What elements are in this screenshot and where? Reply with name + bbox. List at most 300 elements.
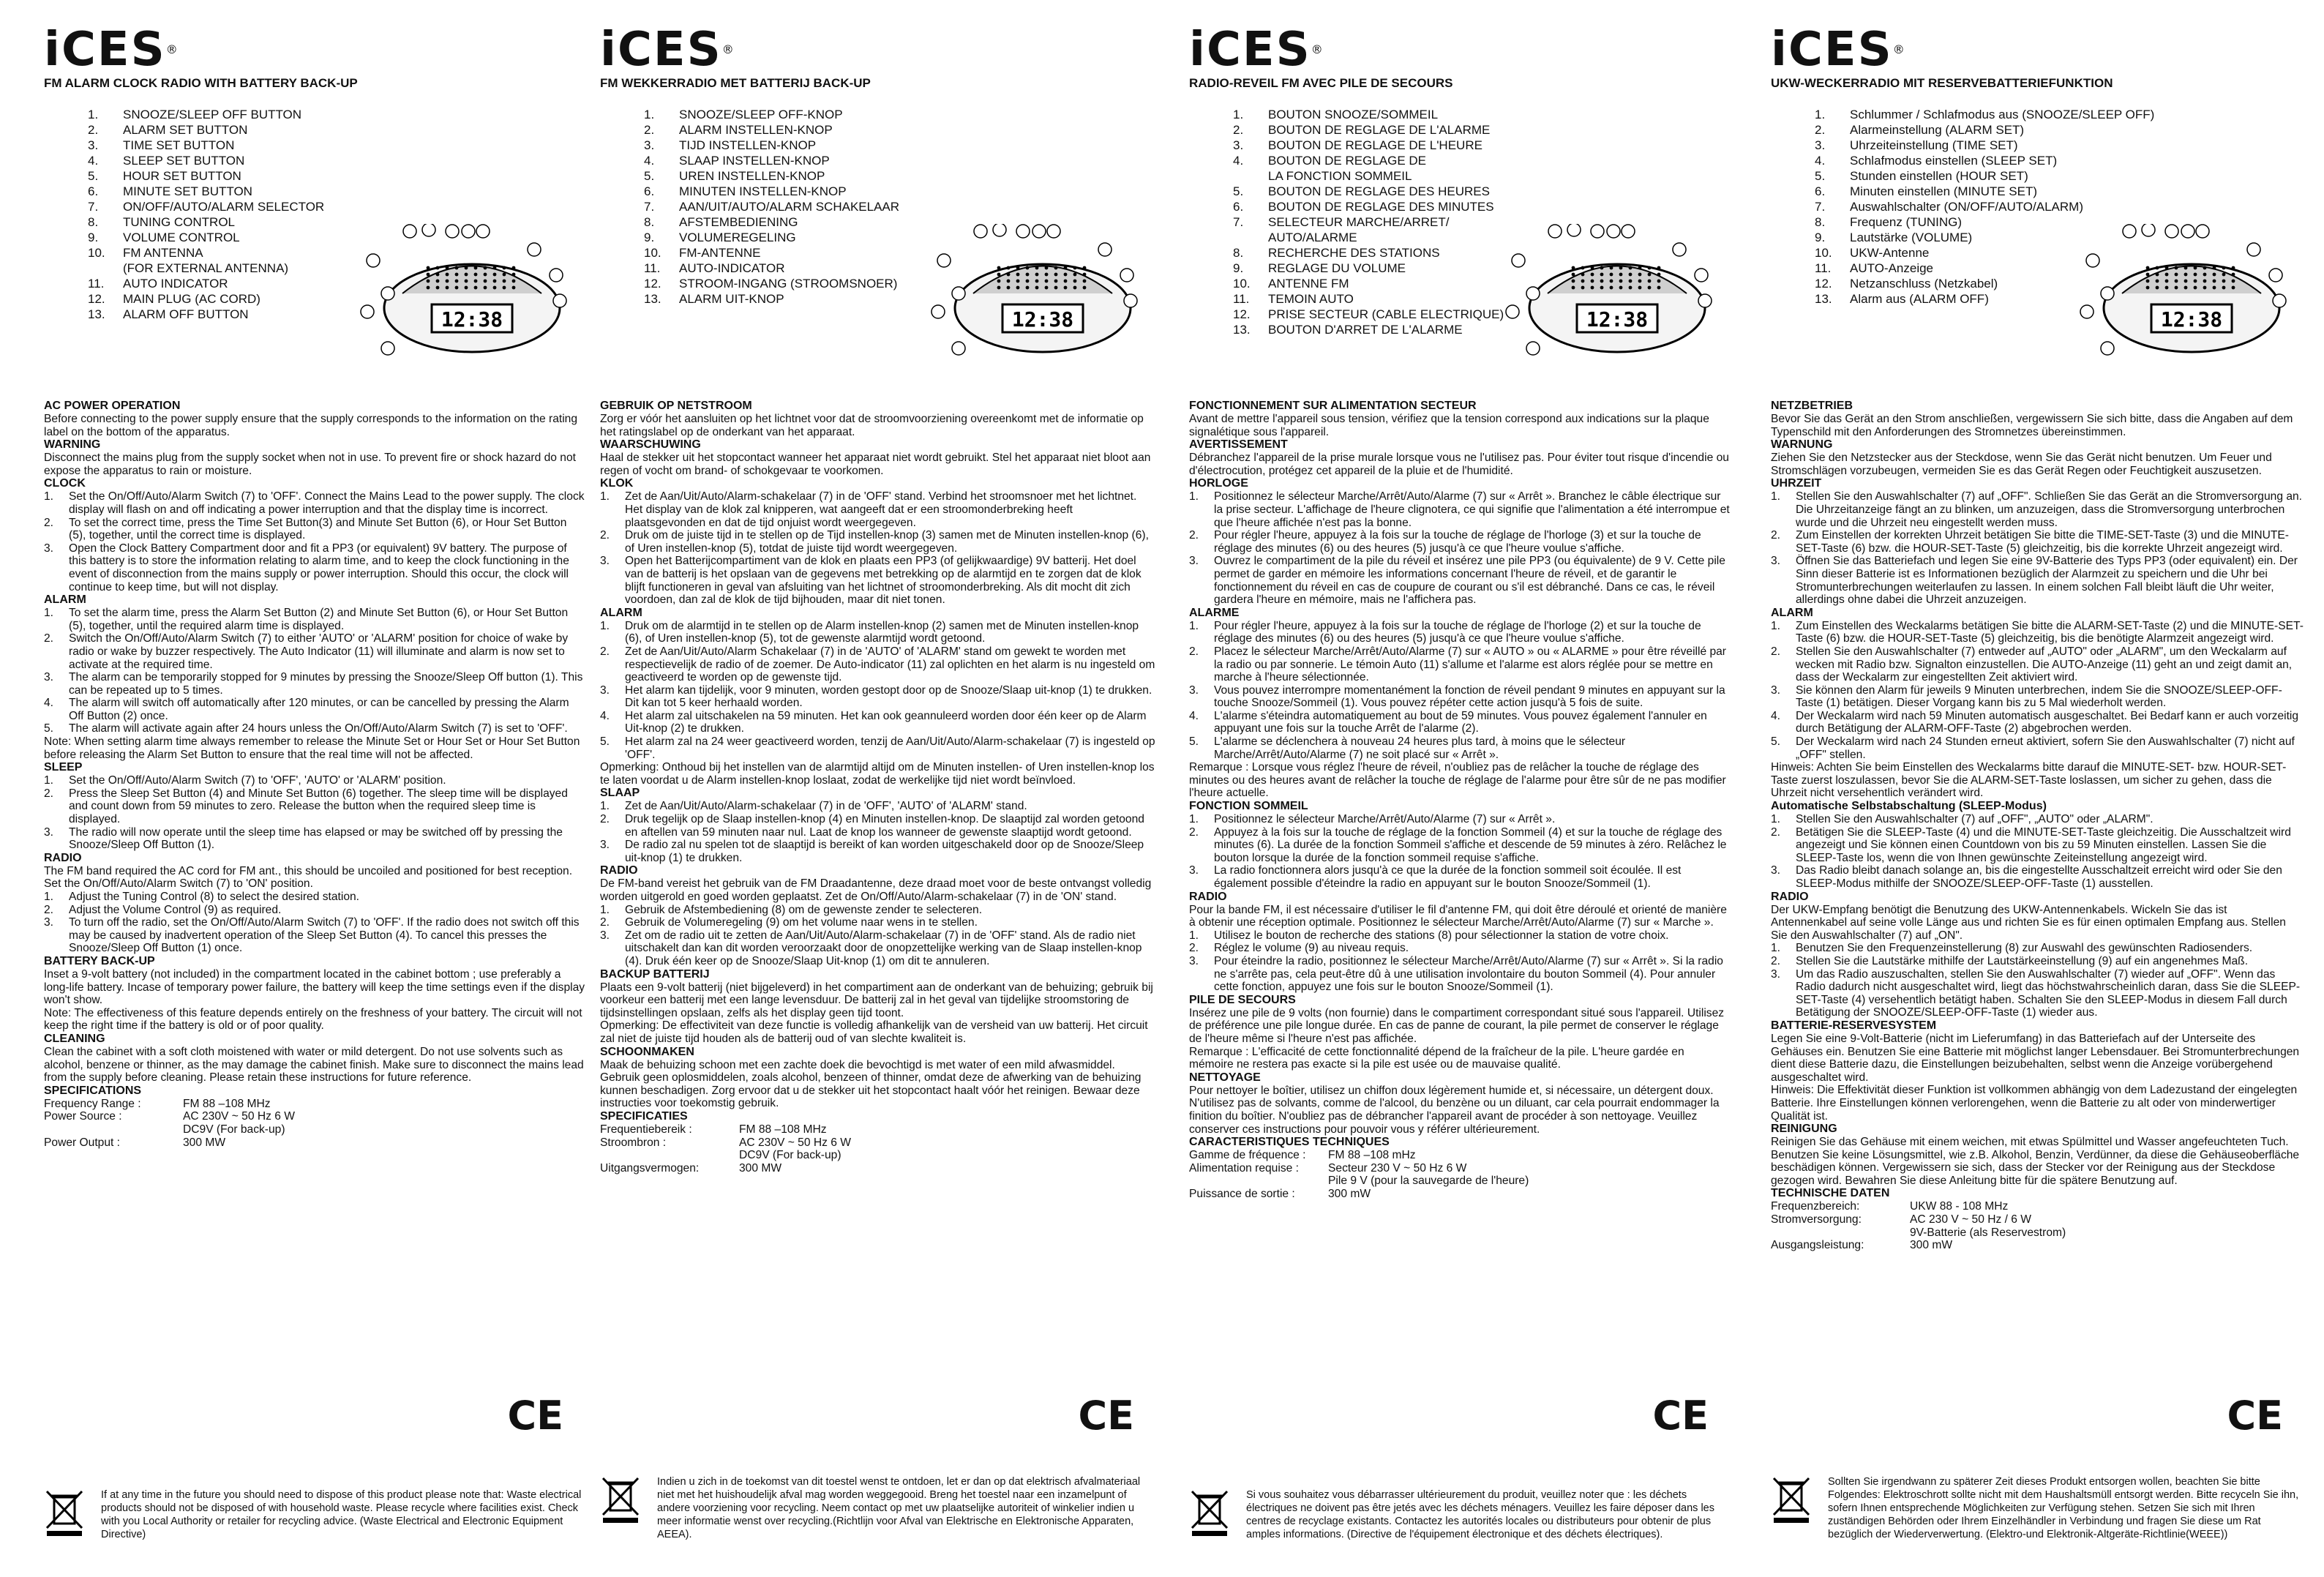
section-heading: REINIGUNG <box>1771 1123 1837 1136</box>
step-text: Open the Clock Battery Compartment door and fit a PP3 (or equivalent) 9V battery. The purpose of this battery is to store the information relating to alarm time, and to keep the clock functioning in the event of disconnection from the mains supply or power interruption. Should this occur, the clock will continue to keep time, but will not display. <box>69 542 569 593</box>
part-label: FM-ANTENNE <box>679 246 761 260</box>
part-label: Auswahlschalter (ON/OFF/AUTO/ALARM) <box>1850 200 2083 214</box>
section-steps <box>1189 490 1731 606</box>
part-label: SLEEP SET BUTTON <box>123 154 245 168</box>
parts-list-item <box>1815 168 2305 184</box>
part-number: 2. <box>1815 123 1826 137</box>
ce-mark: CE <box>507 1393 563 1439</box>
part-label: BOUTON DE REGLAGE DES MINUTES <box>1268 200 1494 214</box>
step-number: 2. <box>1189 942 1199 955</box>
brand-logo <box>44 26 585 77</box>
ce-mark: CE <box>1652 1393 1709 1439</box>
parts-list-item <box>1815 122 2305 138</box>
part-label: Alarm aus (ALARM OFF) <box>1850 292 1989 306</box>
parts-list-item <box>644 138 1156 153</box>
parts-list-item <box>644 168 1156 184</box>
section-note: Remarque : Lorsque vous réglez l'heure de réveil, n'oubliez pas de relâcher la touche de réglage des minutes ou des heures avant de relâcher la touche de réglage de l'alarme pour être sûr de ne pas modifier l'heure actuelle. <box>1189 761 1726 800</box>
step-number: 3. <box>44 825 54 839</box>
part-number: 8. <box>644 215 655 229</box>
step-item <box>44 490 585 516</box>
part-number: 12. <box>1815 277 1832 291</box>
spec-row <box>1189 1175 1731 1188</box>
step-item <box>1771 490 2305 529</box>
section-heading: AVERTISSEMENT <box>1189 438 1288 452</box>
section-note: Note: The effectiveness of this feature depends entirely on the freshness of your battery. The circuit will not keep the right time if the battery is old or of poor quality. <box>44 1006 582 1033</box>
section-heading: SLAAP <box>600 787 640 800</box>
step-item <box>1189 490 1731 529</box>
step-item <box>1771 620 2305 645</box>
part-number: 3. <box>88 138 99 152</box>
section-note: Note: When setting alarm time always remember to release the Minute Set or Hour Set or Hour Set Button before releasing the Alarm Set Button to ensure that the real time will not be affected. <box>44 735 580 761</box>
recycling-text: Si vous souhaitez vous débarrasser ultérieurement du produit, veuillez noter que : les déchets électriques ne doivent pas être jetés avec les déchets ménagers. Veuillez les faire déposer dans les centres de recyclage existants. Contactez les autorités locales ou distributeurs pour obtenir de plus amples informations. (Directive de l'équipement électronique et des déchets électriques). <box>1246 1489 1714 1540</box>
part-number: 9. <box>1233 261 1244 275</box>
section-steps <box>600 490 1156 606</box>
section-heading: BATTERIE-RESERVESYSTEM <box>1771 1019 1937 1032</box>
part-number: 13. <box>1815 292 1832 306</box>
parts-list-item <box>88 199 585 214</box>
part-number: 6. <box>1815 184 1826 198</box>
step-text: Set the On/Off/Auto/Alarm Switch (7) to 'OFF', 'AUTO' or 'ALARM' position. <box>69 774 446 787</box>
part-number: 6. <box>1233 200 1244 214</box>
part-number: 13. <box>1233 323 1251 337</box>
step-item <box>1771 813 2305 826</box>
parts-list-item <box>1233 107 1731 122</box>
part-number: 3. <box>1815 138 1826 152</box>
weee-crossed-bin-icon <box>1189 1488 1230 1537</box>
spec-value: 9V-Batterie (als Reservestrom) <box>1910 1226 2066 1239</box>
step-text: Zet de Aan/Uit/Auto/Alarm Schakelaar (7) in de 'AUTO' of 'ALARM' stand om gewekt te worden met respectievelijk de radio of de zoemer. De Auto-indicator (11) zal oplichten en het alarm is nu ingesteld om geactiveerd te worden op de gewenste tijd. <box>625 645 1155 684</box>
recycling-text: Sollten Sie irgendwann zu späterer Zeit dieses Produkt entsorgen wollen, beachten Sie bitte Folgendes: Elektroschrott sollte nicht mit dem Haushaltsmüll entsorgt werden. Bitte recyceln Sie ihn, sofern Ihnen entsprechende Möglichkeiten zur Verfügung stehen. Setzen Sie sich mit Ihren zuständigen Behörden oder Ihrem Einzelhändler in Verbindung und fragen Sie diese um Rat bezüglich der Wiederverwertung. (Elektro-und Elektronik-Altgeräte-Richtlinie(WEEE)) <box>1828 1476 2299 1540</box>
section-paragraph: Haal de stekker uit het stopcontact wanneer het apparaat niet wordt gebruikt. Stel het apparaat niet bloot aan regen of vocht om brand- of schokgevaar te voorkomen. <box>600 452 1151 477</box>
step-item <box>600 710 1156 735</box>
step-text: Adjust the Volume Control (9) as required. <box>69 903 282 916</box>
step-item <box>1189 864 1731 890</box>
spec-key: Power Output : <box>44 1136 121 1149</box>
parts-list-item <box>1233 138 1731 153</box>
spec-value: Secteur 230 V ~ 50 Hz 6 W <box>1328 1161 1467 1175</box>
brand-logo <box>600 26 1156 77</box>
step-item <box>1771 955 2305 968</box>
section-heading: CLEANING <box>44 1032 105 1045</box>
section-steps <box>600 620 1156 762</box>
step-text: To set the alarm time, press the Alarm Set Button (2) and Minute Set Button (6), or Hour Set Button (5), together, until the required alarm time is displayed. <box>69 607 569 632</box>
part-label: UREN INSTELLEN-KNOP <box>679 169 825 183</box>
part-label: SNOOZE/SLEEP OFF BUTTON <box>123 108 302 121</box>
part-number: 6. <box>88 184 99 198</box>
parts-list-item <box>88 153 585 168</box>
section-paragraph: Maak de behuizing schoon met een zachte doek die bevochtigd is met water of een mild afwasmiddel. Gebruik geen oplosmiddelen, zoals alcohol, benzeen of thinner, omdat deze de afwerking van de behuizing kunnen beschadigen. Zorg ervoor dat u de stekker uit het stopcontact haalt vóór het reinigen. Bewaar deze instructies voor toekomstig gebruik. <box>600 1058 1142 1110</box>
part-label: Alarmeinstellung (ALARM SET) <box>1850 123 2025 137</box>
part-number: 1. <box>1233 108 1244 121</box>
spec-key <box>44 1123 183 1136</box>
step-text: Das Radio bleibt danach solange an, bis die eingestellte Ausschaltzeit erreicht wird oder Sie den SLEEP-Modus mithilfe der SNOOZE/SLEEP-OFF-Taste (1) ausstellen. <box>1796 864 2282 890</box>
step-item <box>44 697 585 722</box>
step-text: Ouvrez le compartiment de la pile du réveil et insérez une pile PP3 (ou équivalente) de 9 V. Cette pile permet de garder en mémoire les informations concernant l'heure de réveil, et de garantir le fonctionnement du réveil en cas de coupure de courant ou s'il est débranché. Dans ce cas, le réveil gardera l'heure en mémoire, mais ne l'affichera pas. <box>1214 555 1725 607</box>
spec-row <box>1189 1149 1731 1162</box>
step-item <box>1189 684 1731 710</box>
part-number: 2. <box>88 123 99 137</box>
part-number: 12. <box>1233 307 1251 321</box>
step-number: 1. <box>44 891 54 903</box>
parts-list-item <box>1815 138 2305 153</box>
part-number: 11. <box>1815 261 1832 275</box>
spec-key: Frequentiebereik : <box>600 1123 692 1136</box>
step-number: 5. <box>44 722 54 735</box>
parts-list-item <box>644 153 1156 168</box>
spec-value: DC9V (For back-up) <box>739 1149 841 1162</box>
recycling-notice <box>600 1475 1156 1541</box>
step-number: 4. <box>1771 709 1781 722</box>
part-label: LA FONCTION SOMMEIL <box>1268 169 1412 183</box>
step-number: 2. <box>1189 529 1199 542</box>
product-title: RADIO-REVEIL FM AVEC PILE DE SECOURS <box>1189 76 1453 90</box>
spec-value: FM 88 –108 mHz <box>1328 1149 1416 1162</box>
step-number: 3. <box>1771 555 1781 568</box>
spec-row <box>600 1149 1156 1162</box>
step-text: Positionnez le sélecteur Marche/Arrêt/Auto/Alarme (7) sur « Arrêt ». <box>1214 813 1556 826</box>
part-label: VOLUMEREGELING <box>679 231 796 244</box>
radio-display-text: 12:38 <box>2160 307 2223 331</box>
section-paragraph: Der UKW-Empfang benötigt die Benutzung des UKW-Antennenkabels. Wickeln Sie das ist Antennenkabel auf seine volle Länge aus und richten Sie es für einen optimalen Empfang aus. Stellen Sie den Auswahlschalter (7) auf „ON". <box>1771 903 2286 942</box>
section-heading: CARACTERISTIQUES TECHNIQUES <box>1189 1136 1390 1149</box>
part-number: 8. <box>88 215 99 229</box>
part-number: 7. <box>1815 200 1826 214</box>
parts-area <box>1189 107 1731 400</box>
part-label: BOUTON DE REGLAGE DE L'ALARME <box>1268 123 1491 137</box>
radio-display-text: 12:38 <box>1011 307 1074 331</box>
part-number: 4. <box>644 154 655 168</box>
instructions-body <box>600 400 1156 1175</box>
step-text: Der Weckalarm wird nach 24 Stunden erneut aktiviert, sofern Sie den Auswahlschalter (7) nicht auf „OFF" stellen. <box>1796 735 2295 761</box>
parts-list-item <box>1233 122 1731 138</box>
registered-mark: ® <box>721 42 735 56</box>
section-heading: UHRZEIT <box>1771 477 1822 490</box>
step-number: 1. <box>44 490 54 503</box>
step-number: 1. <box>1771 619 1781 632</box>
part-label: MINUTEN INSTELLEN-KNOP <box>679 184 847 198</box>
part-label: AUTO INDICATOR <box>123 277 228 291</box>
spec-value: DC9V (For back-up) <box>183 1123 285 1136</box>
step-text: Zet om de radio uit te zetten de Aan/Uit/Auto/Alarm-schakelaar (7) in de 'OFF' stand. Als de radio niet uitschakelt dan kan dit worden veroorzaakt door de onopzettelijke werking van de Slaap instellen-knop (4). Druk één keer op de Snooze/Slaap Uit-knop (1) om dit te annuleren. <box>625 929 1142 967</box>
part-label: BOUTON D'ARRET DE L'ALARME <box>1268 323 1463 337</box>
section-steps <box>1771 813 2305 891</box>
section-heading: HORLOGE <box>1189 477 1248 490</box>
step-text: Het alarm kan tijdelijk, voor 9 minuten, worden gestopt door op de Snooze/Slaap uit-knop (1) te drukken. Dit kan tot 5 keer herhaald worden. <box>625 683 1152 710</box>
step-text: To turn off the radio, set the On/Off/Auto/Alarm Switch (7) to 'OFF'. If the radio does not switch off this may be caused by inadvertent operation of the Sleep Set Button (4). To cancel this presses the Snooze/Sleep Off Button (1) once. <box>69 916 580 955</box>
step-item <box>1771 529 2305 555</box>
section-heading: ALARM <box>44 593 86 607</box>
part-number <box>88 261 123 276</box>
step-number: 1. <box>1189 490 1199 503</box>
section-paragraph: Zorg er vóór het aansluiten op het lichtnet voor dat de stroomvoorziening overeenkomt met de informatie op het ratingslabel op de onderkant van het apparaat. <box>600 413 1144 438</box>
section-paragraph: De FM-band vereist het gebruik van de FM Draadantenne, deze draad moet voor de beste ontvangst volledig worden uitgerold en goed worden geplaatst. Zet de On/Off/Auto/Alarm-schakelaar (7) in de 'ON' stand. <box>600 877 1152 903</box>
part-number: 1. <box>1815 108 1826 121</box>
instructions-body <box>1189 400 1731 1200</box>
spec-row <box>1771 1200 2305 1213</box>
part-number: 8. <box>1233 246 1244 260</box>
step-text: Réglez le volume (9) au niveau requis. <box>1214 942 1409 955</box>
spec-row <box>600 1123 1156 1136</box>
step-number: 3. <box>1771 864 1781 877</box>
spec-key: Frequenzbereich: <box>1771 1200 1860 1213</box>
parts-list-item <box>644 184 1156 199</box>
part-number: 12. <box>88 292 105 306</box>
step-number: 5. <box>1189 735 1199 749</box>
brand-logo <box>1189 26 1731 77</box>
parts-list-item <box>1233 153 1731 168</box>
step-number: 2. <box>1771 954 1781 967</box>
step-item <box>44 671 585 697</box>
step-item <box>44 607 585 632</box>
part-number: 7. <box>1233 215 1244 229</box>
recycling-notice <box>1189 1488 1731 1541</box>
spec-key: Frequency Range : <box>44 1097 141 1110</box>
step-number: 3. <box>1189 864 1199 877</box>
step-item <box>1189 929 1731 943</box>
section-heading: RADIO <box>44 851 82 864</box>
part-label: PRISE SECTEUR (CABLE ELECTRIQUE) <box>1268 307 1504 321</box>
step-item <box>1189 813 1731 826</box>
section-heading: FONCTION SOMMEIL <box>1189 800 1308 813</box>
column-german <box>1771 26 2305 1563</box>
spec-key <box>1189 1175 1328 1188</box>
part-label: BOUTON DE REGLAGE DES HEURES <box>1268 184 1490 198</box>
step-number: 2. <box>1771 825 1781 839</box>
part-number: 11. <box>88 277 105 291</box>
step-number: 1. <box>1771 942 1781 955</box>
radio-display-text: 12:38 <box>1586 307 1649 331</box>
parts-list-item <box>1233 199 1731 214</box>
part-label: TIME SET BUTTON <box>123 138 235 152</box>
step-number: 3. <box>1771 967 1781 981</box>
section-heading: ALARM <box>600 606 642 619</box>
step-item <box>44 826 585 852</box>
part-label: AAN/UIT/AUTO/ALARM SCHAKELAAR <box>679 200 900 214</box>
instructions-body <box>44 400 585 1149</box>
parts-list-item <box>1233 184 1731 199</box>
section-paragraph: Legen Sie eine 9-Volt-Batterie (nicht im Lieferumfang) in das Batteriefach auf der Unterseite des Gehäuses ein. Benutzen Sie eine Batterie mit möglichst langer Lebensdauer. Bei Stromunterbrechungen dient diese Batterie dazu, die Einstellungen beizubehalten, selbst wenn die Anzeige vorübergehend ausgeschaltet wird. <box>1771 1032 2300 1084</box>
section-steps <box>44 891 585 955</box>
step-item <box>1771 555 2305 606</box>
step-text: Gebruik de Afstembediening (8) om de gewenste zender te selecteren. <box>625 903 983 916</box>
parts-area <box>600 107 1156 400</box>
part-number: 2. <box>644 123 655 137</box>
step-number: 1. <box>600 619 610 632</box>
recycling-notice <box>44 1488 585 1541</box>
parts-list-item <box>88 107 585 122</box>
step-number: 3. <box>44 671 54 684</box>
section-note: Remarque : L'efficacité de cette fonctionnalité dépend de la fraîcheur de la pile. L'heure gardée en mémoire ne restera pas exacte si la pile est usée ou de mauvaise qualité. <box>1189 1045 1684 1071</box>
step-number: 3. <box>1189 954 1199 967</box>
section-heading: NETTOYAGE <box>1189 1071 1261 1084</box>
step-text: Zet de Aan/Uit/Auto/Alarm-schakelaar (7) in de 'OFF' stand. Verbind het stroomsnoer met het lichtnet. Het display van de klok zal knipperen, wat aangeeft dat er een stroomonderbreking heeft plaatsgevonden en dat de tijd onjuist wordt weergegeven. <box>625 490 1137 529</box>
section-paragraph: Disconnect the mains plug from the supply socket when not in use. To prevent fire or shock hazard do not expose the apparatus to rain or moisture. <box>44 452 576 477</box>
part-number: 4. <box>88 154 99 168</box>
step-number: 2. <box>600 813 610 826</box>
step-number: 4. <box>44 697 54 710</box>
parts-list-item <box>88 168 585 184</box>
spec-value: 300 MW <box>739 1161 782 1175</box>
step-number: 1. <box>600 490 610 503</box>
step-number: 1. <box>1771 813 1781 826</box>
registered-mark: ® <box>1311 42 1324 56</box>
brand-logo-text: iCES <box>1771 26 1893 77</box>
step-number: 3. <box>600 683 610 697</box>
step-text: Utilisez le bouton de recherche des stations (8) pour sélectionner la station de votre choix. <box>1214 929 1669 942</box>
section-note: Opmerking: Onthoud bij het instellen van de alarmtijd altijd om de Minuten instellen- of Uren instellen-knop los te laten voordat u de Alarm instellen-knop loslaat, zodat de werkelijke tijd niet wordt beïnvloed. <box>600 761 1155 787</box>
step-item <box>44 722 585 735</box>
step-item <box>44 542 585 593</box>
section-heading: KLOK <box>600 477 634 490</box>
weee-crossed-bin-icon <box>600 1475 641 1524</box>
step-number: 1. <box>44 607 54 620</box>
spec-value: AC 230V ~ 50 Hz 6 W <box>183 1110 295 1123</box>
step-text: Placez le sélecteur Marche/Arrêt/Auto/Alarme (7) sur « AUTO » ou « ALARME » pour être réveillé par la radio ou par sonnerie. Le témoin Auto (11) s'allume et l'alarme est alors réglée pour se mettre en marche à l'heure sélectionnée. <box>1214 645 1727 684</box>
step-number: 4. <box>600 709 610 722</box>
section-steps <box>44 607 585 735</box>
step-item <box>44 904 585 917</box>
section-steps <box>1189 813 1731 891</box>
step-text: Press the Sleep Set Button (4) and Minute Set Button (6) together. The sleep time will be displayed and count down from 59 minutes to zero. Release the button when the required sleep time is displayed. <box>69 787 568 826</box>
step-item <box>600 735 1156 761</box>
spec-row <box>1771 1226 2305 1240</box>
section-heading: SPECIFICATIES <box>600 1109 688 1123</box>
step-number: 2. <box>1189 825 1199 839</box>
section-heading: CLOCK <box>44 477 86 490</box>
part-number: 5. <box>88 169 99 183</box>
spec-value: AC 230 V ~ 50 Hz / 6 W <box>1910 1213 2031 1226</box>
spec-value: 300 MW <box>183 1136 226 1149</box>
section-paragraph: Before connecting to the power supply ensure that the supply corresponds to the information on the rating label on the bottom of the apparatus. <box>44 413 578 438</box>
part-label: Netzanschluss (Netzkabel) <box>1850 277 1998 291</box>
step-item <box>600 620 1156 645</box>
part-number: 13. <box>88 307 105 321</box>
part-label: SELECTEUR MARCHE/ARRET/ <box>1268 215 1450 229</box>
radio-display-text: 12:38 <box>441 307 503 331</box>
step-text: Adjust the Tuning Control (8) to select the desired station. <box>69 891 359 903</box>
step-number: 1. <box>600 903 610 916</box>
spec-row <box>44 1123 585 1136</box>
brand-logo-text: iCES <box>44 26 166 77</box>
part-label: UKW-Antenne <box>1850 246 1930 260</box>
step-number: 1. <box>600 800 610 813</box>
recycling-notice <box>1771 1475 2305 1541</box>
step-item <box>1771 826 2305 865</box>
part-number: 3. <box>644 138 655 152</box>
section-steps <box>1771 620 2305 762</box>
spec-row <box>600 1136 1156 1150</box>
step-item <box>600 555 1156 606</box>
section-heading: RADIO <box>1189 890 1227 903</box>
part-label: AUTO-INDICATOR <box>679 261 785 275</box>
step-item <box>1771 968 2305 1019</box>
part-label: ALARM OFF BUTTON <box>123 307 249 321</box>
part-label: ALARM SET BUTTON <box>123 123 248 137</box>
radio-illustration <box>2078 224 2298 363</box>
step-item <box>1771 710 2305 735</box>
step-text: Um das Radio auszuschalten, stellen Sie den Auswahlschalter (7) wieder auf „OFF". Wenn das Radio dadurch nicht ausgeschaltet wird, liegt das höchstwahrscheinlich daran, dass Sie die SLEEP-SET-Taste (4) versehentlich betätigt haben. Schalten Sie den SLEEP-Modus in diesem Fall durch Betätigung der SNOOZE/SLEEP-OFF-Taste (1) wieder aus. <box>1796 967 2301 1019</box>
step-item <box>600 916 1156 929</box>
step-number: 1. <box>1189 929 1199 942</box>
step-text: Stellen Sie den Auswahlschalter (7) auf „OFF". Schließen Sie das Gerät an die Stromversorgung an. Die Uhrzeitanzeige fängt an zu blinken, um anzuzeigen, dass die Stromversorgung unterbrochen wurde und die Uhrzeit neu eingestellt werden muss. <box>1796 490 2303 529</box>
part-number: 4. <box>1815 154 1826 168</box>
step-item <box>600 800 1156 813</box>
step-text: To set the correct time, press the Time Set Button(3) and Minute Set Button (6), or Hour Set Button (5), together, until the correct time is displayed. <box>69 516 567 542</box>
step-item <box>44 632 585 671</box>
section-heading: AC POWER OPERATION <box>44 400 181 412</box>
ce-mark: CE <box>1078 1393 1134 1439</box>
part-label: ANTENNE FM <box>1268 277 1349 291</box>
part-label: Schlafmodus einstellen (SLEEP SET) <box>1850 154 2058 168</box>
section-paragraph: Débranchez l'appareil de la prise murale lorsque vous ne l'utilisez pas. Pour éviter tout risque d'incendie ou d'électrocution, protégez cet appareil de la pluie et de l'humidité. <box>1189 452 1729 477</box>
step-text: Het alarm zal uitschakelen na 59 minuten. Het kan ook geannuleerd worden door één keer op de Alarm Uit-knop (2) te drukken. <box>625 709 1147 735</box>
section-heading: ALARM <box>1771 606 1813 619</box>
part-number: 6. <box>644 184 655 198</box>
part-label: TEMOIN AUTO <box>1268 292 1354 306</box>
step-item <box>44 517 585 542</box>
product-title: UKW-WECKERRADIO MIT RESERVEBATTERIEFUNKTION <box>1771 76 2113 90</box>
part-number: 5. <box>644 169 655 183</box>
spec-row <box>1771 1239 2305 1252</box>
step-text: L'alarme se déclenchera à nouveau 24 heures plus tard, à moins que le sélecteur Marche/Arrêt/Auto/Alarme (7) ne soit placé sur « Arrêt ». <box>1214 735 1626 761</box>
part-label: AUTO/ALARME <box>1268 231 1357 244</box>
section-heading: ALARME <box>1189 606 1240 619</box>
spec-key: Ausgangsleistung: <box>1771 1239 1864 1252</box>
parts-list-item <box>88 184 585 199</box>
product-title: FM ALARM CLOCK RADIO WITH BATTERY BACK-UP <box>44 76 358 90</box>
part-number: 3. <box>1233 138 1244 152</box>
radio-illustration <box>1504 224 1723 363</box>
parts-list-item <box>644 199 1156 214</box>
section-paragraph: The FM band required the AC cord for FM ant., this should be uncoiled and positioned for best reception. Set the On/Off/Auto/Alarm Switch (7) to 'ON' position. <box>44 864 573 891</box>
step-text: Öffnen Sie das Batteriefach und legen Sie eine 9V-Batterie des Typs PP3 (oder equivalent) ein. Der Sinn dieser Batterie ist es Informationen bezüglich der Alarmzeit zu speichern und die Uhr bei Stromunterbrechungen weiterlaufen zu lassen. In einem solchen Fall bleibt läuft die Uhr weiter, allerdings ohne dabei die Uhrzeit anzuzeigen. <box>1796 555 2298 607</box>
ce-mark: CE <box>2227 1393 2283 1439</box>
section-heading: FONCTIONNEMENT SUR ALIMENTATION SECTEUR <box>1189 400 1477 412</box>
part-number: 10. <box>88 246 105 260</box>
section-steps <box>1189 929 1731 994</box>
part-number: 1. <box>88 108 99 121</box>
part-label: Uhrzeiteinstellung (TIME SET) <box>1850 138 2018 152</box>
parts-list-item <box>1815 107 2305 122</box>
spec-value: 300 mW <box>1328 1187 1371 1200</box>
step-item <box>600 684 1156 710</box>
step-number: 2. <box>1771 529 1781 542</box>
step-number: 2. <box>600 529 610 542</box>
step-text: Gebruik de Volumeregeling (9) om het volume naar wens in te stellen. <box>625 916 978 929</box>
part-number: 9. <box>644 231 655 244</box>
step-text: Stellen Sie den Auswahlschalter (7) auf „OFF", „AUTO" oder „ALARM". <box>1796 813 2154 826</box>
step-number: 2. <box>44 787 54 800</box>
part-label: VOLUME CONTROL <box>123 231 240 244</box>
step-item <box>44 774 585 787</box>
parts-list-item <box>88 122 585 138</box>
spec-value: AC 230V ~ 50 Hz 6 W <box>739 1136 851 1149</box>
step-text: Druk om de alarmtijd in te stellen op de Alarm instellen-knop (2) samen met de Minuten instellen-knop (6), of Uren instellen-knop (5), tot de gewenste alarmtijd wordt getoond. <box>625 619 1139 645</box>
part-label: STROOM-INGANG (STROOMSNOER) <box>679 277 898 291</box>
step-item <box>1189 710 1731 735</box>
section-paragraph: Pour la bande FM, il est nécessaire d'utiliser le fil d'antenne FM, qui doit être déroulé et orienté de manière à obtenir une réception optimale. Positionnez le sélecteur Marche/Arrêt/Auto/Alarme (7) sur « Marche ». <box>1189 903 1727 929</box>
radio-illustration <box>359 224 578 363</box>
part-label: BOUTON DE REGLAGE DE <box>1268 154 1427 168</box>
part-label: Lautstärke (VOLUME) <box>1850 231 1973 244</box>
part-label: AUTO-Anzeige <box>1850 261 1934 275</box>
step-text: Stellen Sie die Lautstärke mithilfe der Lautstärkeeinstellung (9) auf ein angenehmes Maß. <box>1796 954 2249 967</box>
part-number: 2. <box>1233 123 1244 137</box>
spec-key <box>1771 1226 1910 1240</box>
section-paragraph: Plaats een 9-volt batterij (niet bijgeleverd) in het compartiment aan de onderkant van de behuizing; gebruik bij voorkeur een batterij met een lange levensduur. De batterij zal in het geval van tijdelijke stroomstoring de tijdsinstellingen opslaan, zelfs als het display geen tijd toont. <box>600 981 1153 1019</box>
section-paragraph: Avant de mettre l'appareil sous tension, vérifiez que la tension correspond aux indications sur la plaque signalétique sous l'appareil. <box>1189 413 1709 438</box>
section-heading: TECHNISCHE DATEN <box>1771 1187 1890 1200</box>
